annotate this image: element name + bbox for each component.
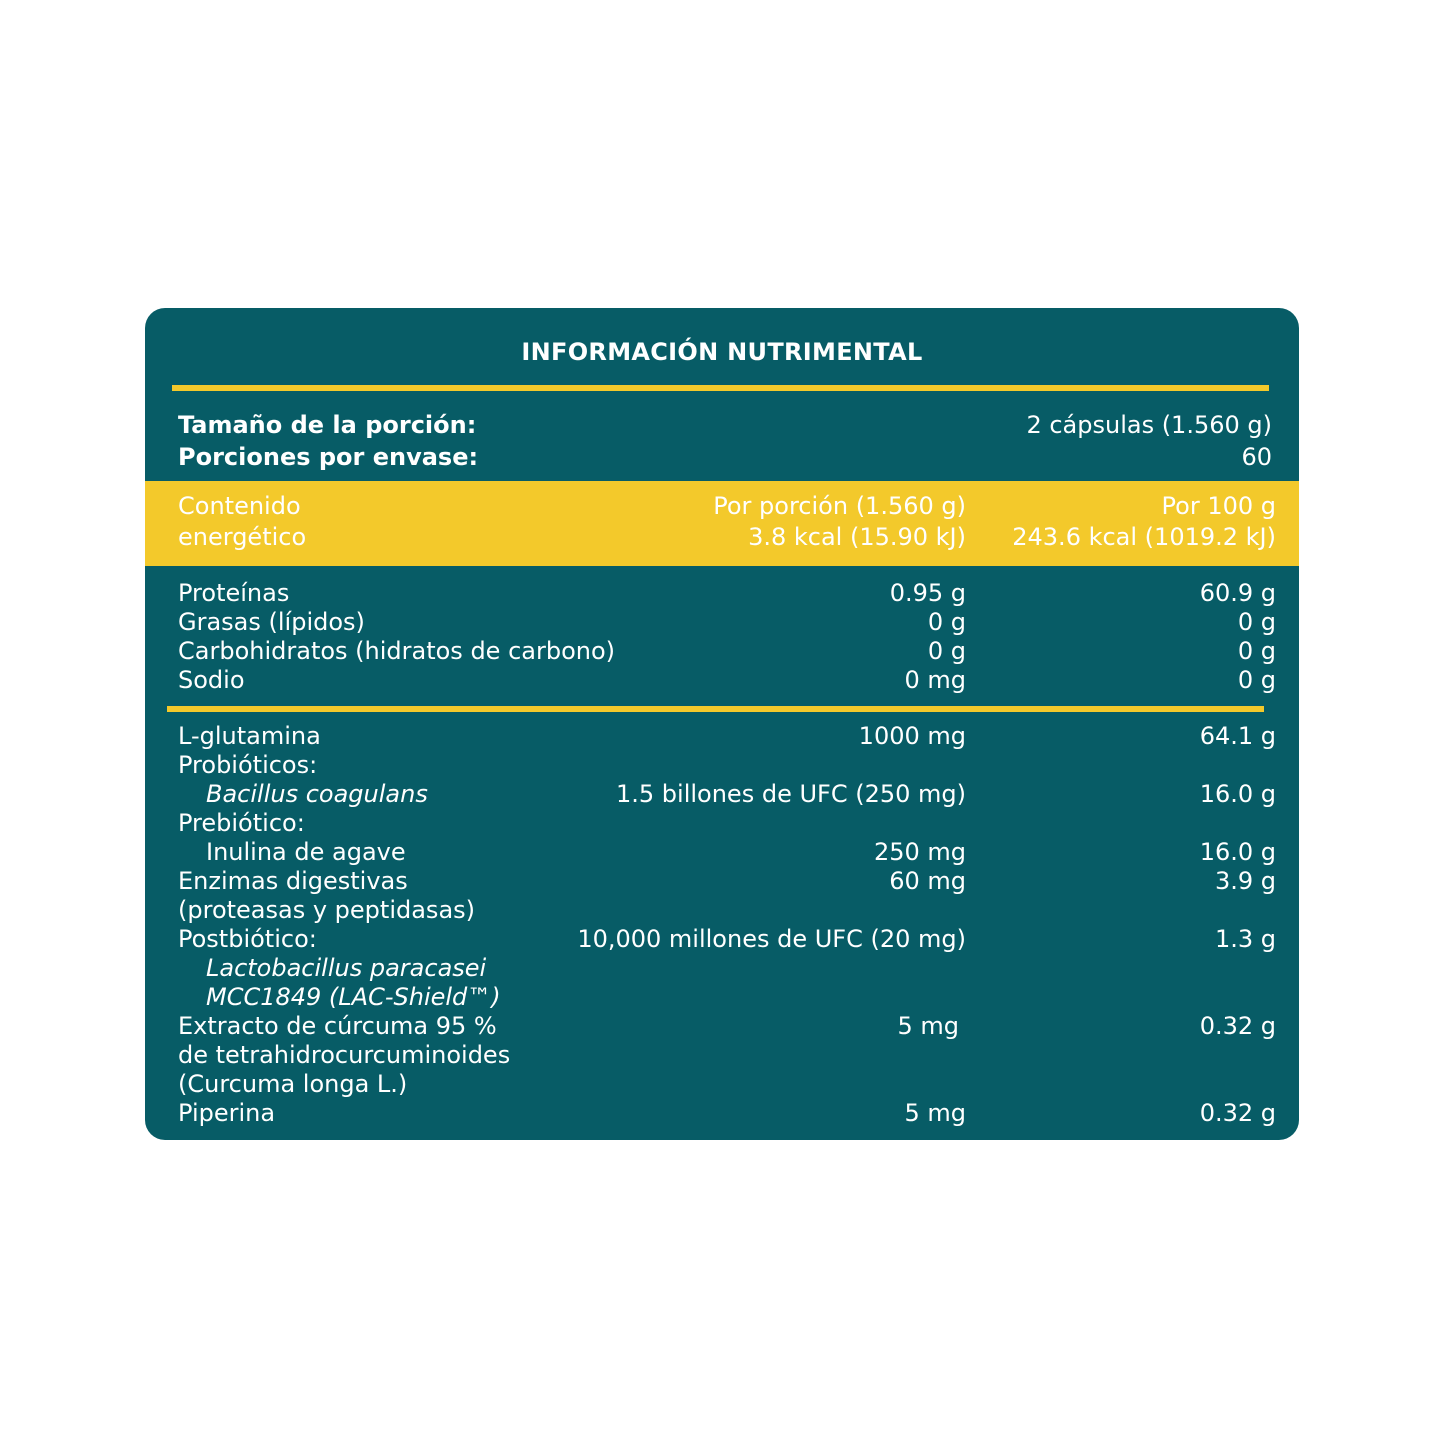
- ingredient-row: [145, 982, 1299, 1012]
- macro-label: Proteínas: [178, 579, 290, 607]
- macro-label: Grasas (lípidos): [178, 608, 365, 636]
- ingredient-per-100g: 16.0 g: [1199, 838, 1276, 866]
- servings-per-container-label: Porciones por envase:: [178, 443, 479, 471]
- macro-per-100g: 0 g: [1237, 608, 1276, 636]
- ingredient-per-100g: 0.32 g: [1199, 1012, 1276, 1040]
- macro-label: Sodio: [178, 666, 245, 694]
- ingredient-label: Prebiótico:: [178, 809, 305, 837]
- ingredient-row: [145, 866, 1299, 896]
- ingredient-per-serving: 250 mg: [873, 838, 966, 866]
- macro-row: [145, 636, 1299, 666]
- top-divider: [172, 385, 1269, 391]
- ingredient-label: (Curcuma longa L.): [178, 1070, 408, 1098]
- ingredient-per-100g: 0.32 g: [1199, 1099, 1276, 1127]
- serving-size-label: Tamaño de la porción:: [178, 411, 477, 439]
- ingredient-row: [145, 895, 1299, 925]
- panel-title: INFORMACIÓN NUTRIMENTAL: [521, 338, 923, 366]
- energy-label-line1: Contenido: [178, 492, 301, 520]
- ingredient-label: Bacillus coagulans: [206, 780, 428, 808]
- ingredient-row: [145, 779, 1299, 809]
- ingredient-row: [145, 924, 1299, 954]
- ingredient-label: Piperina: [178, 1099, 276, 1127]
- ingredient-per-serving: 1.5 billones de UFC (250 mg): [616, 780, 966, 808]
- ingredient-label: Extracto de cúrcuma 95 %: [178, 1012, 497, 1040]
- serving-size-row: [145, 410, 1299, 440]
- servings-per-container-row: [145, 442, 1299, 472]
- ingredient-label: Lactobacillus paracasei: [206, 954, 487, 982]
- per-100g-header: Por 100 g: [1161, 492, 1276, 520]
- energy-band: [145, 481, 1299, 566]
- ingredient-label: L-glutamina: [178, 722, 321, 750]
- ingredient-label: MCC1849 (LAC-Shield™): [206, 983, 501, 1011]
- macro-per-serving: 0 g: [927, 637, 966, 665]
- macro-row: [145, 665, 1299, 695]
- ingredient-label: de tetrahidrocurcuminoides: [178, 1041, 511, 1069]
- macro-row: [145, 607, 1299, 637]
- ingredient-per-100g: 16.0 g: [1199, 780, 1276, 808]
- ingredient-row: [145, 1069, 1299, 1099]
- ingredient-row: [145, 1040, 1299, 1070]
- energy-per-serving: 3.8 kcal (15.90 kJ): [748, 523, 966, 551]
- ingredient-per-serving: 60 mg: [889, 867, 966, 895]
- macro-per-serving: 0 mg: [904, 666, 966, 694]
- energy-value-row: [145, 522, 1299, 552]
- ingredient-row: [145, 1011, 1299, 1041]
- ingredient-label: Enzimas digestivas: [178, 867, 408, 895]
- macro-row: [145, 578, 1299, 608]
- macro-per-100g: 60.9 g: [1199, 579, 1276, 607]
- ingredient-row: [145, 953, 1299, 983]
- ingredient-label: Postbiótico:: [178, 925, 317, 953]
- energy-per-100g: 243.6 kcal (1019.2 kJ): [1012, 523, 1276, 551]
- ingredient-per-serving: 10,000 millones de UFC (20 mg): [577, 925, 966, 953]
- ingredient-row: [145, 721, 1299, 751]
- middle-divider: [167, 706, 1264, 712]
- serving-size-value: 2 cápsulas (1.560 g): [1026, 411, 1272, 439]
- macro-per-serving: 0.95 g: [889, 579, 966, 607]
- nutrition-facts-panel: [145, 308, 1299, 1140]
- ingredient-row: [145, 750, 1299, 780]
- macro-per-serving: 0 g: [927, 608, 966, 636]
- ingredient-row: [145, 808, 1299, 838]
- energy-label-line2: energético: [178, 523, 307, 551]
- ingredient-per-serving: 5 mg: [897, 1012, 959, 1040]
- ingredient-row: [145, 1098, 1299, 1128]
- ingredient-per-100g: 3.9 g: [1214, 867, 1276, 895]
- per-serving-header: Por porción (1.560 g): [713, 492, 966, 520]
- ingredient-per-serving: 5 mg: [904, 1099, 966, 1127]
- ingredient-label: (proteasas y peptidasas): [178, 896, 476, 924]
- macro-label: Carbohidratos (hidratos de carbono): [178, 637, 616, 665]
- ingredient-per-100g: 64.1 g: [1199, 722, 1276, 750]
- ingredient-per-100g: 1.3 g: [1214, 925, 1276, 953]
- ingredient-per-serving: 1000 mg: [858, 722, 966, 750]
- macro-per-100g: 0 g: [1237, 666, 1276, 694]
- ingredient-label: Inulina de agave: [206, 838, 406, 866]
- servings-per-container-value: 60: [1241, 443, 1272, 471]
- macro-per-100g: 0 g: [1237, 637, 1276, 665]
- ingredient-row: [145, 837, 1299, 867]
- ingredient-label: Probióticos:: [178, 751, 318, 779]
- energy-header-row: [145, 491, 1299, 521]
